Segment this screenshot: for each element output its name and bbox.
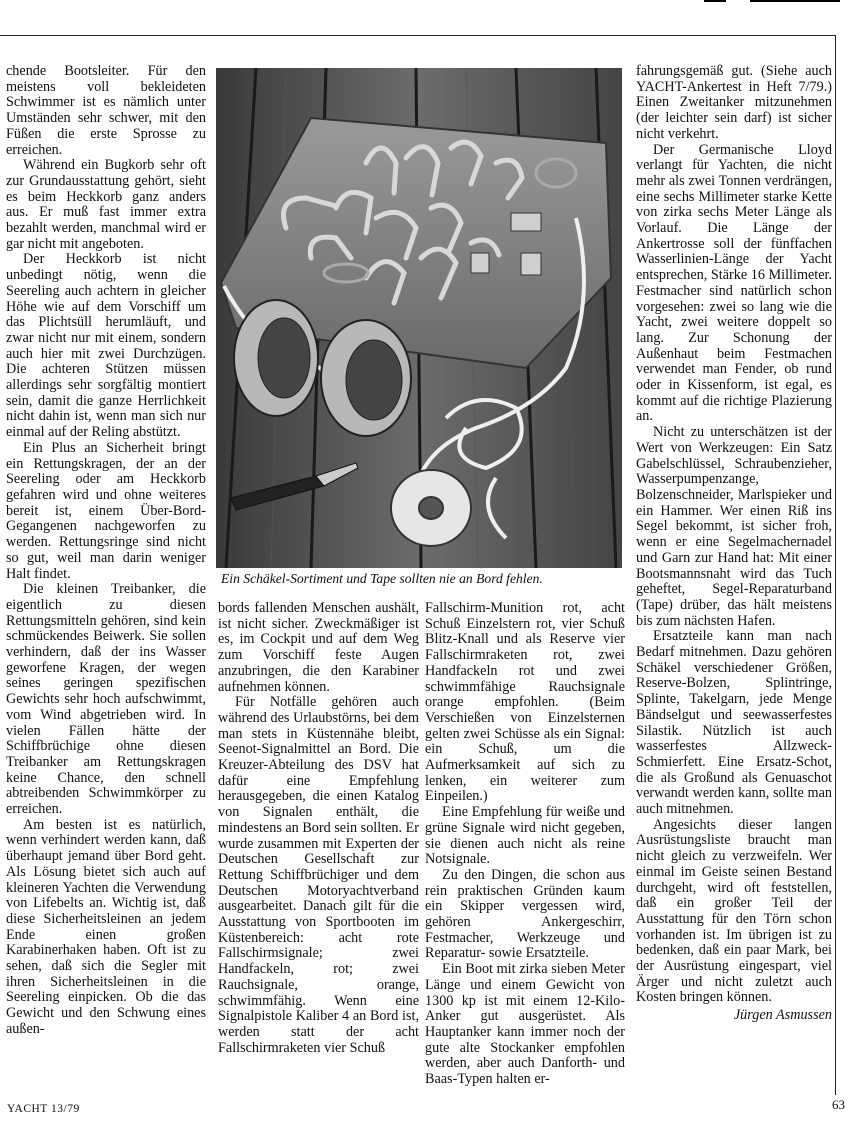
paragraph: bords fallenden Menschen aushält, ist nicht sicher. Zweckmäßiger ist es, im Cockpit und auf dem Weg zum Vorschiff feste Augen anzubringen, die den Karabiner aufnehmen können. — [218, 600, 419, 695]
paragraph: Fallschirm-Munition rot, acht Schuß Einzelstern rot, vier Schuß Blitz-Knall und als Reserve vier Fallschirmraketen rot, zwei Handfackeln rot und zwei schwimmfähige Rauchsignale orange empfohlen. (Beim Verschießen von Einzelsternen gelten zwei Schüsse als ein Signal: ein Schuß, um die Aufmerksamkeit auf sich zu lenken, ein weiterer zum Einpeilen.) — [425, 600, 625, 805]
text-column-4 — [636, 64, 832, 1024]
author-signature: Jürgen Asmussen — [733, 1007, 832, 1024]
paragraph: Der Heckkorb ist nicht unbedingt nötig, wenn die Seereling auch achtern in gleicher Höhe wie auf dem Vorschiff um das Plichtsüll herumläuft, und zwar nicht nur mit einem, sondern auch hier mit zwei Durchzügen. Die achteren Stützen müssen allerdings sehr sorgfältig montiert sein, damit die ganze Herrlichkeit nicht dahin ist, wenn man sich nur einmal auf der Reling abstützt. — [6, 251, 206, 441]
paragraph: Angesichts dieser langen Ausrüstungsliste braucht man nicht gleich zu verzweifeln. Wer einmal im Geiste seinen Bestand durchgeht, wird oft feststellen, daß ein großer Teil der Ausstattung für den Törn schon vorhanden ist. Im übrigen ist zu bedenken, daß ein paar Mark, bei der Ausrüstung eingespart, viel Ärger und nicht zuletzt auch Kosten bringen können. — [636, 816, 832, 1006]
paragraph: Ein Plus an Sicherheit bringt ein Rettungskragen, der an der Seereling oder am Heckkorb gefahren wird und ohne weiteres bereit ist, einem Über-Bord-Gegangenen nachgeworfen zu werden. Rettungsringe sind nicht so gut, weil man darin weniger Halt findet. — [6, 439, 206, 582]
paragraph: Am besten ist es natürlich, wenn verhindert werden kann, daß überhaupt jemand über Bord geht. Als Lösung bietet sich auch auf kleineren Yachten die Verwendung von Lifebelts an. Wichtig ist, daß diese Sicherheitsleinen an jedem Ende einen großen Karabinerhaken haben. Oft ist zu sehen, daß sich die Segler mit ihren Sicherheitsleinen in die Seereling einpicken. Ob die das Gewicht und den Schwung eines außen- — [6, 816, 206, 1037]
paragraph: Während ein Bugkorb sehr oft zur Grundausstattung gehört, sieht es beim Heckkorb ganz anders aus. Er muß fast immer extra bezahlt werden, manchmal wird er gar nicht mit angeboten. — [6, 157, 206, 252]
crop-mark — [704, 0, 726, 2]
page-frame-top — [0, 35, 836, 36]
paragraph: Die kleinen Treibanker, die eigentlich zu diesen Rettungsmitteln gehören, sind kein schmückendes Beiwerk. Sie sollen verhindern, daß der ins Wasser geworfene Kragen, der wegen seines geringen spezifischen Gewichts sehr hoch aufschwimmt, vom Wind abgetrieben wird. In vielen Fällen hätte der Schiffbrüchige ohne diesen Treibanker am Rettungskragen keine Chance, den schnell abtreibenden Schwimmkörper zu erreichen. — [6, 581, 206, 818]
text-column-1 — [6, 64, 206, 1038]
page-number: 63 — [832, 1097, 845, 1112]
paragraph: chende Bootsleiter. Für den meistens voll bekleideten Schwimmer ist es nämlich unter Umständen sehr schwer, mit den Füßen die erste Sprosse zu erreichen. — [6, 63, 206, 158]
shackle-photo — [216, 68, 622, 568]
page-frame-right — [835, 35, 836, 1095]
paragraph: Ein Boot mit zirka sieben Meter Länge und einem Gewicht von 1300 kp ist mit einem 12-Kilo-Anker gut ausgerüstet. Als Hauptanker kann immer noch der gute alte Stockanker empfohlen werden, aber auch Danforth- und Baas-Typen halten er- — [425, 961, 625, 1088]
paragraph: fahrungsgemäß gut. (Siehe auch YACHT-Ankertest in Heft 7/79.) Einen Zweitanker mitzunehmen (der leichter sein darf) ist sicher nicht verkehrt. — [636, 63, 832, 142]
text-column-3 — [425, 601, 625, 1088]
paragraph: Für Notfälle gehören auch während des Urlaubstörns, bei dem man stets in Küstennähe bleibt, Seenot-Signalmittel an Bord. Die Kreuzer-Abteilung des DSV hat dafür eine Empfehlung herausgegeben, die einen Katalog von Signalen enthält, die mindestens an Bord sein sollten. Er wurde zusammen mit Experten der Deutschen Gesellschaft zur Rettung Schiffbrüchiger und dem Deutschen Motoryachtverband ausgearbeitet. Danach gilt für die Ausstattung von Sportbooten im Küstenbereich: acht rote Fallschirmsignale; zwei Handfackeln, rot; zwei Rauchsignale, orange, schwimmfähig. Wenn eine Signalpistole Kaliber 4 an Bord ist, werden statt der acht Fallschirmraketen vier Schuß — [218, 694, 419, 1056]
crop-mark — [750, 0, 840, 2]
paragraph: Der Germanische Lloyd verlangt für Yachten, die nicht mehr als zwei Tonnen verdrängen, eine sechs Millimeter starke Kette von zirka sechs Meter Länge als Vorlauf. Die Länge der Ankertrosse soll der fünffachen Wasserlinien-Länge der Yacht entsprechen, Stärke 16 Millimeter. Festmacher sind natürlich schon vorgesehen: zwei so lang wie die Yacht, zwei weitere doppelt so lang. Zur Schonung der Außenhaut beim Festmachen verwendet man Fender, ob rund oder in Kissenform, ist egal, es kommt auf die richtige Plazierung an. — [636, 141, 832, 425]
text-column-2 — [218, 601, 419, 1056]
magazine-issue: YACHT 13/79 — [7, 1103, 80, 1115]
paragraph: Ersatzteile kann man nach Bedarf mitnehmen. Dazu gehören Schäkel verschiedener Größen, Reserve-Bolzen, Splintringe, Splinte, Takelgarn, jede Menge Bändselgut und seewasserfestes Silastik. Nützlich ist auch wasserfestes Allzweck-Schmierfett. Eine Ersatz-Schot, die als Großund als Genuaschot verwandt werden kann, sollte man auch mitnehmen. — [636, 628, 832, 818]
paragraph: Eine Empfehlung für weiße und grüne Signale wird nicht gegeben, sie dienen auch nicht als reine Notsignale. — [425, 804, 625, 868]
photo-illustration — [216, 68, 622, 568]
paragraph: Nicht zu unterschätzen ist der Wert von Werkzeugen: Ein Satz Gabelschlüssel, Schraubenzieher, Wasserpumpenzange, Bolzenschneider, Marlspieker und ein Hammer. Wer einen Riß ins Segel bekommt, ist sicher froh, wenn er eine Segelmachernadel und Garn zur Hand hat: Mit einer Bootsmannsnaht wird das Tuch geheftet, Segel-Reparaturband (Tape) drüber, das hält meistens bis zum nächsten Hafen. — [636, 424, 832, 629]
paragraph: Zu den Dingen, die schon aus rein praktischen Gründen kaum ein Skipper vergessen wird, gehören Ankergeschirr, Festmacher, Werkzeuge und Reparatur- sowie Ersatzteile. — [425, 866, 625, 962]
photo-caption: Ein Schäkel-Sortiment und Tape sollten nie an Bord fehlen. — [221, 571, 543, 586]
